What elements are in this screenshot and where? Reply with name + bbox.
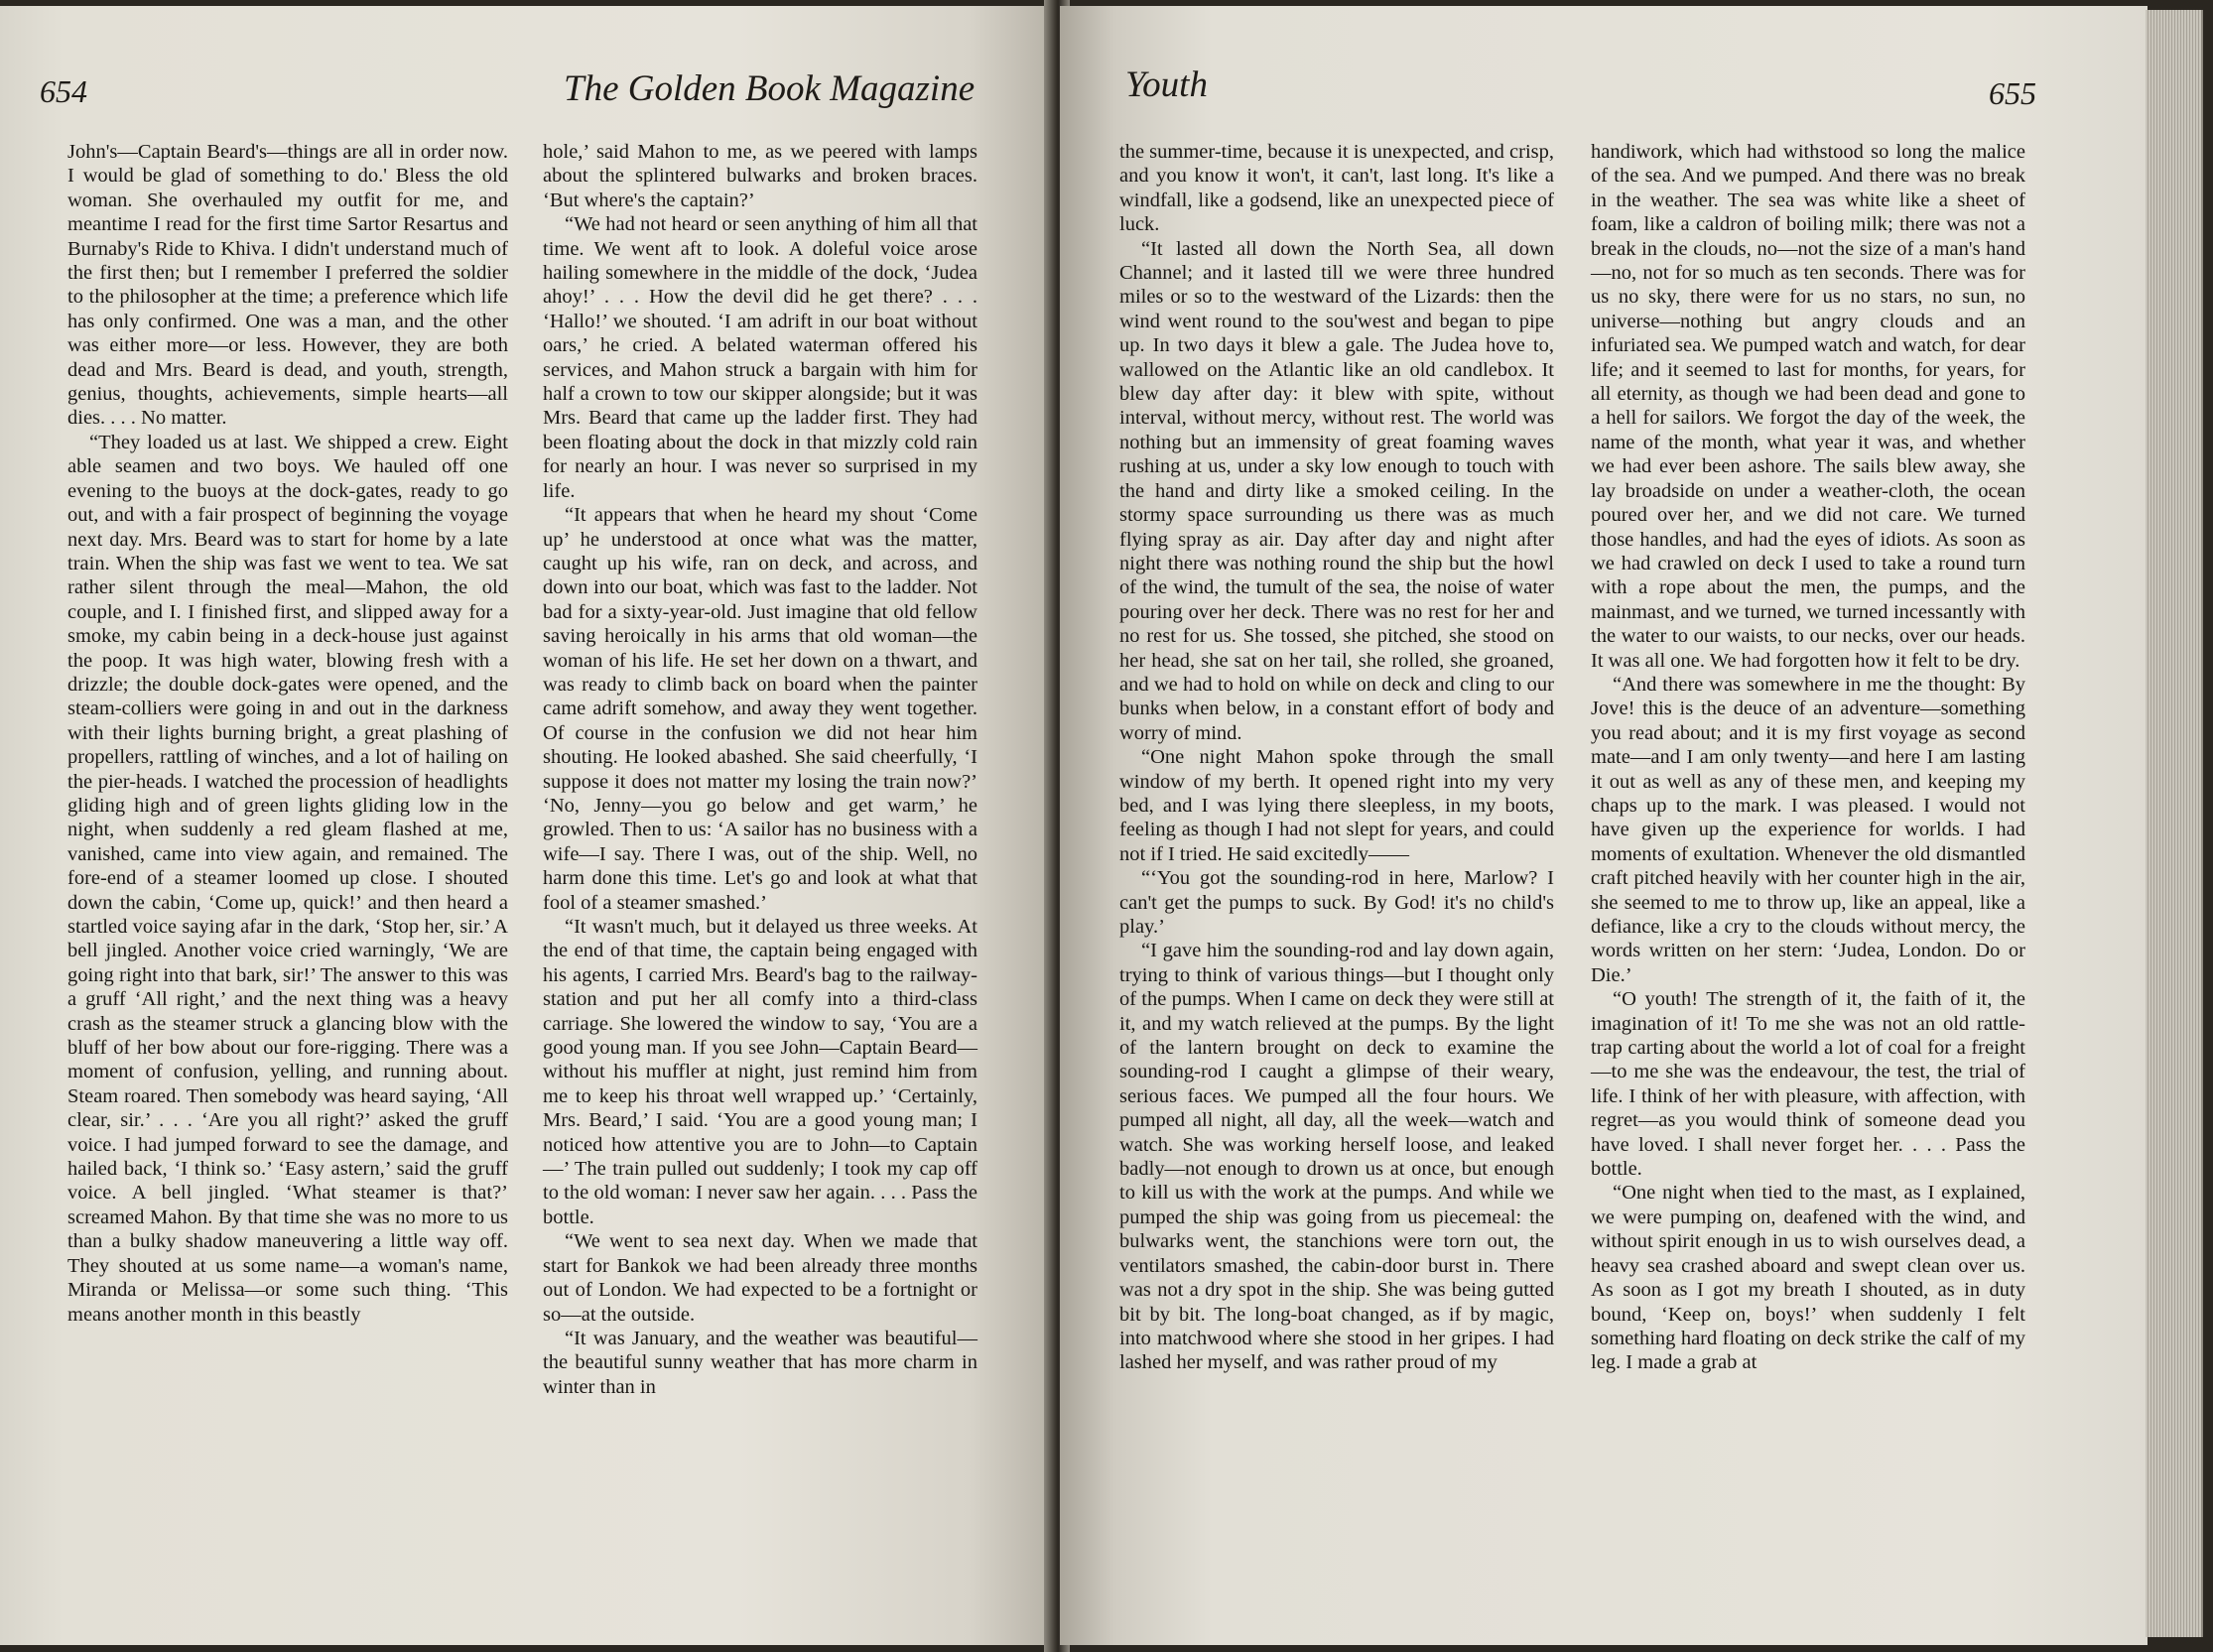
paragraph: hole,’ said Mahon to me, as we peered with lamps about the splintered bulwarks and broken braces. ‘But where's the captain?’ [543, 141, 977, 211]
paragraph: “They loaded us at last. We shipped a crew. Eight able seamen and two boys. We hauled off one evening to the buoys at the dock-gates, ready to go out, and with a fair prospect of beginning the voyage next day. Mrs. Beard was to start for home by a late train. When the ship was fast we went to tea. We sat rather silent through the meal—Mahon, the old couple, and I. I finished first, and slipped away for a smoke, my cabin being in a deck-house just against the poop. It was high water, blowing fresh with a drizzle; the double dock-gates were opened, and the steam-colliers were going in and out in the darkness with their lights burning bright, a great plashing of propellers, rattling of winches, and a lot of hailing on the pier-heads. I watched the procession of headlights gliding high and of green lights gliding low in the night, when suddenly a red gleam flashed at me, vanished, came into view again, and remained. The fore-end of a steamer loomed up close. I shouted down the cabin, ‘Come up, quick!’ and then heard a startled voice saying afar in the dark, ‘Stop her, sir.’ A bell jingled. Another voice cried warningly, ‘We are going right into that bark, sir!’ The answer to this was a gruff ‘All right,’ and the next thing was a heavy crash as the steamer struck a glancing blow with the bluff of her bow about our fore-rigging. There was a moment of confusion, yelling, and running about. Steam roared. Then somebody was heard saying, ‘All clear, sir.’ . . . ‘Are you all right?’ asked the gruff voice. I had jumped forward to see the damage, and hailed back, ‘I think so.’ ‘Easy astern,’ said the gruff voice. A bell jingled. ‘What steamer is that?’ screamed Mahon. By that time she was no more to us than a bulky shadow maneuvering a little way off. They shouted at us some name—a woman's name, Miranda or Melissa—or some such thing. ‘This means another month in this beastly [67, 431, 508, 1326]
running-head-left: The Golden Book Magazine [564, 68, 976, 109]
paragraph: “One night when tied to the mast, as I explained, we were pumping on, deafened with the wind, and without spirit enough in us to wish ourselves dead, a heavy sea crashed aboard and swept clean over us. As soon as I got my breath I shouted, as in duty bound, ‘Keep on, boys!’ when suddenly I felt something hard floating on deck strike the calf of my leg. I made a grab at [1591, 1182, 2025, 1374]
paragraph: “One night Mahon spoke through the small window of my berth. It opened right into my very bed, and I was lying there sleepless, in my boots, feeling as though I had not slept for years, and could not if I tried. He said excitedly—— [1119, 746, 1554, 865]
paragraph: “We went to sea next day. When we made that start for Bankok we had been already three months out of London. We had expected to be a fortnight or so—at the outside. [543, 1230, 977, 1326]
page-number-right: 655 [1989, 75, 2036, 111]
right-page [1060, 6, 2148, 1645]
paragraph: “It lasted all down the North Sea, all down Channel; and it lasted till we were three hundred miles or so to the westward of the Lizards: then the wind went round to the sou'west and began to pipe up. In two days it blew a gale. The Judea hove to, wallowed on the Atlantic like an old candlebox. It blew day after day: it blew with spite, without interval, without mercy, without rest. The world was nothing but an immensity of great foaming waves rushing at us, under a sky low enough to touch with the hand and dirty like a smoked ceiling. In the stormy space surrounding us there was as much flying spray as air. Day after day and night after night there was nothing round the ship but the howl of the wind, the tumult of the sea, the noise of water pouring over her deck. There was no rest for her and no rest for us. She tossed, she pitched, she stood on her head, she sat on her tail, she rolled, she groaned, and we had to hold on while on deck and cling to our bunks when below, in a constant effort of body and worry of mind. [1119, 237, 1554, 744]
page-number-left: 654 [40, 73, 87, 109]
paragraph: “O youth! The strength of it, the faith of it, the imagination of it! To me she was not an old rattle-trap carting about the world a lot of coal for a freight—to me she was the endeavour, the test, the trial of life. I think of her with pleasure, with affection, with regret—as you would think of someone dead you have loved. I shall never forget her. . . . Pass the bottle. [1591, 988, 2025, 1181]
paragraph: “It was January, and the weather was beautiful—the beautiful sunny weather that has more charm in winter than in [543, 1327, 977, 1398]
paragraph: “It appears that when he heard my shout ‘Come up’ he understood at once what was the matter, caught up his wife, ran on deck, and across, and down into our boat, which was fast to the ladder. Not bad for a sixty-year-old. Just imagine that old fellow saving heroically in his arms that old woman—the woman of his life. He set her down on a thwart, and was ready to climb back on board when the painter came adrift somehow, and away they went together. Of course in the confusion we did not hear him shouting. He looked abashed. She said cheerfully, ‘I suppose it does not matter my losing the train now?’ ‘No, Jenny—you go below and get warm,’ he growled. Then to us: ‘A sailor has no business with a wife—I say. There I was, out of the ship. Well, no harm done this time. Let's go and look at what that fool of a steamer smashed.’ [543, 504, 977, 914]
left-page-column-2 [543, 140, 977, 1399]
paragraph: “I gave him the sounding-rod and lay down again, trying to think of various things—but I thought only of the pumps. When I came on deck they were still at it, and my watch relieved at the pumps. By the light of the lantern brought on deck to examine the sounding-rod I caught a glimpse of their weary, serious faces. We pumped all the four hours. We pumped all night, all day, all the week—watch and watch. She was working herself loose, and leaked badly—not enough to drown us at once, but enough to kill us with the work at the pumps. And while we pumped the ship was going from us piecemeal: the bulwarks went, the stanchions were torn out, the ventilators smashed, the cabin-door burst in. There was not a dry spot in the ship. She was being gutted bit by bit. The long-boat changed, as if by magic, into matchwood where she stood in her gripes. I had lashed her myself, and was rather proud of my [1119, 940, 1554, 1374]
paragraph: handiwork, which had withstood so long the malice of the sea. And we pumped. And there was no break in the weather. The sea was white like a sheet of foam, like a caldron of boiling milk; there was not a break in the clouds, no—not the size of a man's hand—no, not for so much as ten seconds. There was for us no sky, there were for us no stars, no sun, no universe—nothing but angry clouds and an infuriated sea. We pumped watch and watch, for dear life; and it seemed to last for months, for years, for all eternity, as though we had been dead and gone to a hell for sailors. We forgot the day of the week, the name of the month, what year it was, and whether we had ever been ashore. The sails blew away, she lay broadside on under a weather-cloth, the ocean poured over her, and we did not care. We turned those handles, and had the eyes of idiots. As soon as we had crawled on deck I used to take a round turn with a rope about the men, the pumps, and the mainmast, and we turned, we turned incessantly with the water to our waists, to our necks, over our heads. It was all one. We had forgotten how it felt to be dry. [1591, 141, 2025, 672]
running-head-right: Youth [1125, 64, 1208, 105]
paragraph: John's—Captain Beard's—things are all in order now. I would be glad of something to do.' Bless the old woman. She overhauled my outfit for me, and meantime I read for the first time Sartor Resartus and Burnaby's Ride to Khiva. I didn't understand much of the first then; but I remember I preferred the soldier to the philosopher at the time; a preference which life has only confirmed. One was a man, and the other was either more—or less. However, they are both dead and Mrs. Beard is dead, and youth, strength, genius, thoughts, achievements, simple hearts—all dies. . . . No matter. [67, 141, 508, 430]
left-page [0, 6, 1054, 1645]
paragraph: “It wasn't much, but it delayed us three weeks. At the end of that time, the captain being engaged with his agents, I carried Mrs. Beard's bag to the railway-station and put her all comfy into a third-class carriage. She lowered the window to say, ‘You are a good young man. If you see John—Captain Beard—without his muffler at night, just remind him from me to keep his throat well wrapped up.’ ‘Certainly, Mrs. Beard,’ I said. ‘You are a good young man; I noticed how attentive you are to John—to Captain—’ The train pulled out suddenly; I took my cap off to the old woman: I never saw her again. . . . Pass the bottle. [543, 916, 977, 1228]
paragraph: the summer-time, because it is unexpected, and crisp, and you know it won't, it can't, last long. It's like a windfall, like a godsend, like an unexpected piece of luck. [1119, 141, 1554, 236]
page-edges [2146, 10, 2203, 1637]
right-page-column-2 [1591, 140, 2025, 1375]
paragraph: “‘You got the sounding-rod in here, Marlow? I can't get the pumps to suck. By God! it's no child's play.’ [1119, 867, 1554, 938]
paragraph: “And there was somewhere in me the thought: By Jove! this is the deuce of an adventure—something you read about; and it is my first voyage as second mate—and I am only twenty—and here I am lasting it out as well as any of these men, and keeping my chaps up to the mark. I was pleased. I would not have given up the experience for worlds. I had moments of exultation. Whenever the old dismantled craft pitched heavily with her counter high in the air, she seemed to me to throw up, like an appeal, like a defiance, like a cry to the clouds without mercy, the words written on her stern: ‘Judea, London. Do or Die.’ [1591, 673, 2025, 986]
left-page-column-1 [67, 140, 508, 1327]
right-page-column-1 [1119, 140, 1554, 1375]
paragraph: “We had not heard or seen anything of him all that time. We went aft to look. A doleful voice arose hailing somewhere in the middle of the dock, ‘Judea ahoy!’ . . . How the devil did he get there? . . . ‘Hallo!’ we shouted. ‘I am adrift in our boat without oars,’ he cried. A belated waterman offered his services, and Mahon struck a bargain with him for half a crown to tow our skipper alongside; but it was Mrs. Beard that came up the ladder first. They had been floating about the dock in that mizzly cold rain for nearly an hour. I was never so surprised in my life. [543, 213, 977, 502]
